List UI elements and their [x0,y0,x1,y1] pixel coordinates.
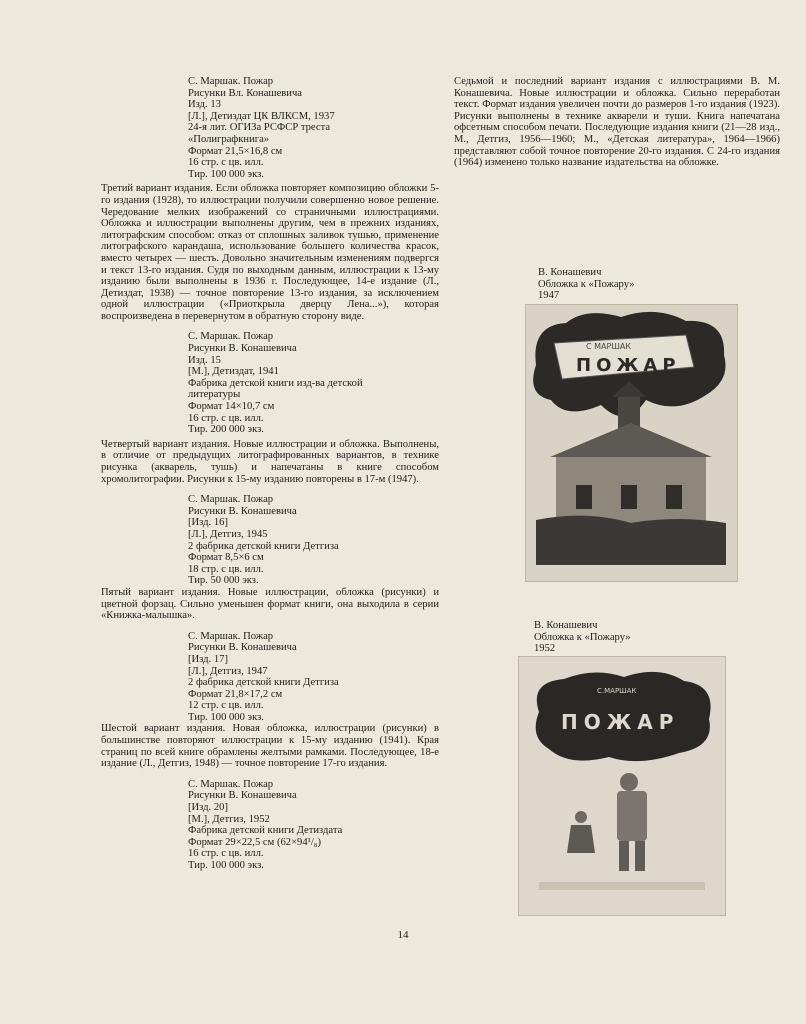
entry-line: 16 стр. с цв. илл. [188,412,264,424]
caption-year: 1952 [534,643,556,655]
entry-line: 24-я лит. ОГИЗа РСФСР треста [188,122,331,134]
entry-line: Формат 21,5×16,8 см [188,145,283,157]
figure-caption-1947 [538,267,635,302]
entry-line: «Полиграфкнига» [188,133,270,145]
entry-line: Изд. 13 [188,99,221,111]
cover-1952-title: ПОЖАР [561,710,680,734]
entry-line: Фабрика детской книги изд-ва детской [188,377,363,389]
entry-line: 16 стр. с цв. илл. [188,848,264,860]
entry-line: Рисунки В. Конашевича [188,343,297,355]
paragraph-fourth-variant: Четвертый вариант издания. Новые иллюстрации и обложка. Выполнены, в отличие от предыдущих литографированных вариантов, в технике рисунка (акварель, тушь) и напечатаны в книге способом хромолитографии. Рисунки к 15-му изданию повторены в 17-м (1947). [101,438,439,485]
entry-line: Формат 8,5×6 см [188,552,264,564]
bibliographic-entry-20 [188,779,439,872]
entry-line: Рисунки В. Конашевича [188,642,297,654]
bibliographic-entry-13 [188,76,439,180]
entry-line: Изд. 15 [188,354,221,366]
caption-title: Обложка к «Пожару» [534,631,631,643]
entry-line: Тир. 100 000 экз. [188,711,264,723]
entry-line: С. Маршак. Пожар [188,778,274,790]
entry-line: [М.], Детгиз, 1952 [188,813,270,825]
entry-line: [Изд. 17] [188,653,228,665]
entry-line: Формат 29×22,5 см (62×94¹/₈) [188,836,321,848]
entry-line: Формат 14×10,7 см [188,401,275,413]
entry-line: [М.], Детиздат, 1941 [188,366,279,378]
left-column [101,76,439,872]
entry-line: [Л.], Детгиз, 1947 [188,665,268,677]
entry-line: С. Маршак. Пожар [188,76,274,87]
entry-line: Тир. 100 000 экз. [188,168,264,180]
figure-caption-1952 [534,620,631,655]
entry-line: [Изд. 16] [188,517,228,529]
entry-line: Рисунки В. Конашевича [188,505,297,517]
paragraph-sixth-variant: Шестой вариант издания. Новая обложка, иллюстрации (рисунки) в большинстве повторяют иллюстрации к 15-му изданию (1941). Края страниц по всей книге обрамлены желтыми рамками. Последующее, 18-е издание (Л., Детгиз, 1948) — точное повторение 17-го издания. [101,723,439,770]
entry-line: Фабрика детской книги Детиздата [188,825,343,837]
entry-line: Тир. 50 000 экз. [188,575,259,587]
cover-1947-drawing [526,305,737,581]
entry-line: [Изд. 20] [188,802,228,814]
entry-line: С. Маршак. Пожар [188,630,274,642]
bibliographic-entry-16 [188,494,439,587]
caption-artist: В. Конашевич [538,267,602,278]
cover-illustration-1952 [518,656,726,916]
cover-illustration-1947 [525,304,738,582]
right-column [454,76,780,169]
caption-year: 1947 [538,290,560,302]
entry-line: Рисунки Вл. Конашевича [188,87,302,99]
cover-1952-author: С.МАРШАК [597,687,637,695]
entry-line: 18 стр. с цв. илл. [188,563,264,575]
paragraph-third-variant: Третий вариант издания. Если обложка повторяет композицию обложки 5-го издания (1928), то иллюстрации получили совершенно новое решение. Чередование мелких изображений со страничными иллюстрациями. Обложка и иллюстрации выполнены другим, чем в прежних изданиях, литографским способом: отказ от сплошных заливок тушью, применение литографского карандаша, использование большего количества красок, вместо четырех — шесть. Довольно значительным изменениям подвергся и текст 13-го издания. Судя по выходным данным, иллюстрации к 13-му изданию были выполнены в 1936 г. Последующее, 14-е издание (Л., Детиздат, 1938) — точное повторение 13-го издания, за исключением одной иллюстрации («Приоткрыла дверцу Лена...»), которая воспроизведена в перевернутом в обратную сторону виде. [101,183,439,322]
entry-line: Тир. 100 000 экз. [188,860,264,871]
page-number: 14 [397,929,409,941]
entry-line: Формат 21,8×17,2 см [188,688,283,700]
bibliographic-entry-17 [188,631,439,724]
paragraph-seventh-variant: Седьмой и последний вариант издания с иллюстрациями В. М. Конашевича. Новые иллюстрации и обложка. Сильно переработан текст. Формат издания увеличен почти до размеров 1-го издания (1923). Рисунки выполнены в технике акварели и туши. Книга напечатана офсетным способом печати. Последующие издания книги (21—28 изд., М., Детгиз, 1956—1960; М., «Детская литература», 1964—1966) представляют собой точное повторение 20-го издания. С 24-го издания (1964) изменено только название издательства на обложке. [454,76,780,169]
bibliographic-entry-15 [188,331,439,435]
cover-1947-title: ПОЖАР [576,355,681,376]
caption-title: Обложка к «Пожару» [538,278,635,290]
caption-artist: В. Конашевич [534,620,598,631]
entry-line: литературы [188,389,241,401]
entry-line: Рисунки В. Конашевича [188,790,297,802]
cover-1947-author: С МАРШАК [586,342,632,351]
entry-line: 2 фабрика детской книги Детгиза [188,540,339,552]
entry-line: [Л.], Детгиз, 1945 [188,528,268,540]
cover-1952-drawing [519,657,725,915]
entry-line: С. Маршак. Пожар [188,331,274,343]
entry-line: Тир. 200 000 экз. [188,424,264,436]
entry-line: 12 стр. с цв. илл. [188,700,264,712]
entry-line: [Л.], Детиздат ЦК ВЛКСМ, 1937 [188,110,335,122]
paragraph-fifth-variant: Пятый вариант издания. Новые иллюстрации, обложка (рисунки) и цветной форзац. Сильно уменьшен формат книги, она выходила в серии «Книжка-малышка». [101,586,439,622]
entry-line: С. Маршак. Пожар [188,494,274,506]
entry-line: 16 стр. с цв. илл. [188,157,264,169]
entry-line: 2 фабрика детской книги Детгиза [188,677,339,689]
